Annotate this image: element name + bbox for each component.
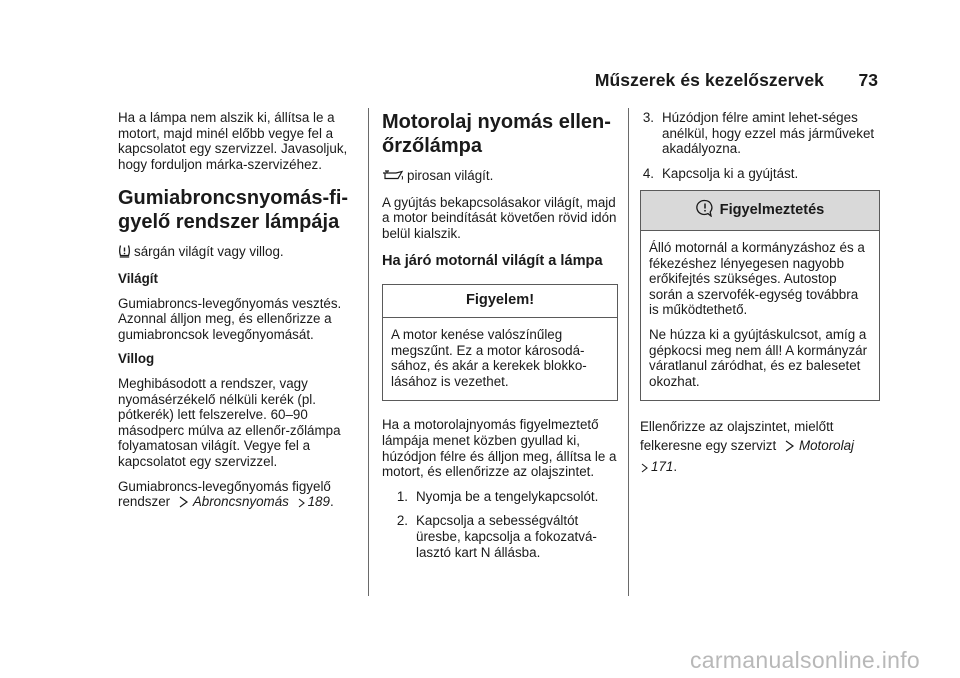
warning-text-1: Álló motornál a kormányzáshoz és a fékezéshez lényegesen nagyobb erőkifejtés szükséges. Autostop során a szervofék-egység továbbra is működtethető.: [649, 239, 865, 318]
intro-paragraph: Ha a lámpa nem alszik ki, állítsa le a motort, majd minél előbb vegye fel a kapcsolatot egy szervizzel. Javasoljuk, hogy forduljon márka-szervizéhez.: [118, 110, 348, 172]
watermark: carmanualsonline.info: [689, 647, 920, 673]
oil-cross-reference: Ellenőrizze az olajszintet, mielőtt felkeresne egy szervizt Motorolaj 171.: [640, 417, 880, 478]
tpms-lamp-line: [118, 244, 358, 262]
oil-pressure-heading: Motorolaj nyomás ellen-őrzőlámpa: [382, 111, 611, 157]
warning-box: [640, 190, 880, 401]
tire-pressure-icon: [118, 244, 131, 262]
subheading-lit: Világít: [118, 270, 158, 286]
list-item: 4. Kapcsolja ki a gyújtást.: [642, 165, 799, 181]
cross-reference-arrow-icon: [178, 496, 189, 512]
cross-reference-arrow-icon: [784, 438, 795, 457]
xref-page-number[interactable]: 189: [307, 494, 330, 510]
oil-lamp-line: [382, 168, 618, 186]
list-item: 3. Húzódjon félre amint lehet-séges anélkül, hogy ezzel más járműveket akadályozna.: [642, 110, 875, 157]
warning-text-2: Ne húzza ki a gyújtáskulcsot, amíg a gépkocsi meg nem áll! A kormányzár váratlanul záródhat, és ez balesetet okozhat.: [649, 326, 868, 389]
column-left: [118, 110, 358, 521]
oil-lamp-desc: pirosan világít.: [407, 168, 494, 183]
oil-can-icon: [382, 170, 404, 186]
page-title: Műszerek és kezelőszervek: [594, 70, 824, 90]
subheading-flashing: Villog: [118, 351, 155, 367]
column-divider: [628, 108, 629, 596]
xref-link-tire-pressure[interactable]: Abroncsnyomás: [192, 494, 289, 510]
ignition-paragraph: A gyújtás bekapcsolásakor világít, majd a motor beindítását követően rövid idón belül kialszik.: [382, 194, 617, 241]
list-item: 2. Kapcsolja a sebességváltót üresbe, kapcsolja a fokozatvá-lasztó kart N állásba.: [396, 513, 597, 560]
warning-title: Figyelmeztetés: [719, 202, 825, 219]
flashing-paragraph: Meghibásodott a rendszer, vagy nyomásérzékelő nélküli kerék (pl. pótkerék) lett felszerelve. 60–90 másodperc múlva az ellenőr-zőlámpa folyamatosan világít. Vegye fel a kapcsolatot egy szervizzel.: [118, 375, 341, 469]
tpms-heading: Gumiabroncsnyomás-fi-gyelő rendszer lámpája: [118, 187, 349, 234]
list-item: 1. Nyomja be a tengelykapcsolót.: [396, 488, 599, 504]
steps-list: [382, 489, 618, 560]
page-header: [118, 70, 882, 100]
tpms-cross-reference: Gumiabroncs-levegőnyomás figyelő rendszer Abroncsnyomás 189.: [118, 479, 358, 512]
oil-warning-paragraph: Ha a motorolajnyomás figyelmeztető lámpája menet közben gyullad ki, húzódjon félre és álljon meg, állítsa le a motort, és ellenőrizze az olajszintet.: [382, 417, 617, 480]
tpms-lamp-desc: sárgán világít vagy villog.: [134, 244, 284, 260]
warning-speech-bubble-icon: [696, 199, 714, 222]
running-engine-subheading: Ha járó motornál világít a lámpa: [382, 253, 603, 270]
lit-paragraph: Gumiabroncs-levegőnyomás vesztés. Azonnal álljon meg, és ellenőrizze a gumiabroncsok levegőnyomását.: [118, 295, 342, 342]
column-right: [640, 110, 880, 487]
steps-list-continued: [640, 110, 880, 181]
xref-link-engine-oil[interactable]: Motorolaj: [798, 438, 855, 454]
xref-page-number[interactable]: 171: [651, 459, 674, 475]
caution-title: Figyelem!: [383, 285, 617, 318]
caution-text: A motor kenése valószínűleg megszűnt. Ez a motor károsodá-sához, és akár a kerekek blokko-lásához is vezethet.: [391, 326, 587, 389]
warning-header: [641, 191, 879, 231]
column-divider: [368, 108, 369, 596]
column-middle: [382, 110, 618, 569]
page-number: 73: [858, 70, 878, 90]
page-reference-arrow-icon: [297, 496, 306, 512]
page-reference-arrow-icon: [640, 459, 649, 478]
caution-box: [382, 284, 618, 401]
